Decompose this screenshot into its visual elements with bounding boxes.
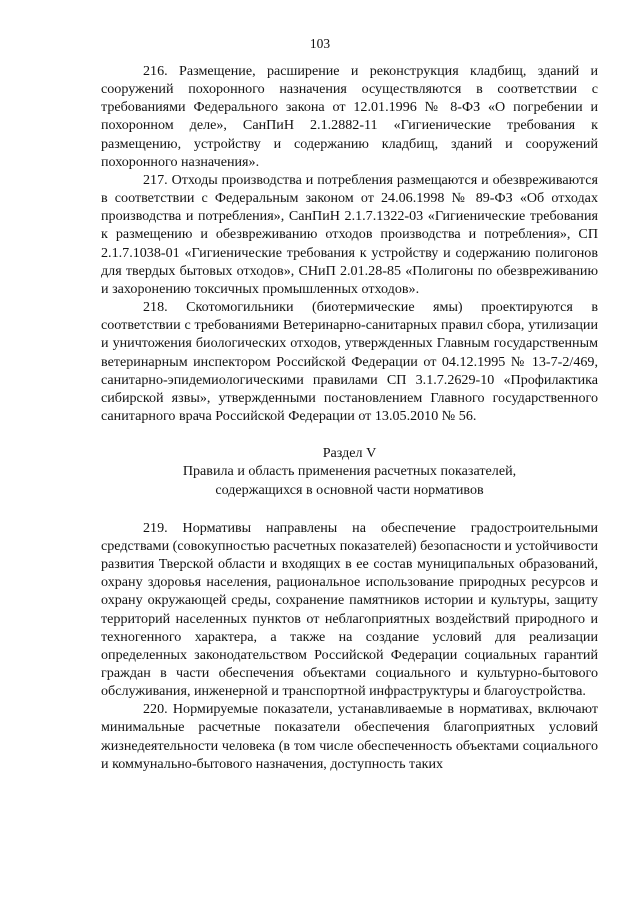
section-heading — [101, 444, 598, 499]
section-title-line-1: Правила и область применения расчетных показателей, — [182, 463, 517, 480]
section-title-line-2: содержащихся в основной части нормативов — [215, 481, 484, 498]
paragraph-218: 218. Скотомогильники (биотермические ямы) проектируются в соответствии с требованиями Ветеринарно-санитарных правил сбора, утилизации и уничтожения биологических отходов, утвержденных Главным государственным ветеринарным инспектором Российской Федерации от 04.12.1995 № 13-7-2/469, санитарно-эпидемиологическими правилами СП 3.1.7.2629-10 «Профилактика сибирской язвы», утвержденными постановлением Главного государственного санитарного врача Российской Федерации от 13.05.2010 № 56. — [101, 299, 598, 424]
paragraph-217: 217. Отходы производства и потребления размещаются и обезвреживаются в соответствии с Федеральным законом от 24.06.1998 № 89-ФЗ «Об отходах производства и потребления», СанПиН 2.1.7.1322-03 «Гигиенические требования к размещению и обезвреживанию отходов производства и потребления», СП 2.1.7.1038-01 «Гигиенические требования к устройству и содержанию полигонов для твердых бытовых отходов», СНиП 2.01.28-85 «Полигоны по обезвреживанию и захоронению токсичных промышленных отходов». — [101, 171, 598, 297]
page-number: 103 — [309, 36, 331, 51]
section-label: Раздел V — [322, 445, 377, 462]
paragraph-216: 216. Размещение, расширение и реконструкция кладбищ, зданий и сооружений похоронного назначения осуществляются в соответствии с требованиями Федерального закона от 12.01.1996 № 8-ФЗ «О погребении и похоронном деле», СанПиН 2.1.2882-11 «Гигиенические требования к размещению, устройству и содержанию кладбищ, зданий и сооружений похоронного назначения». — [101, 63, 598, 170]
document-body — [101, 62, 598, 773]
paragraph-220: 220. Нормируемые показатели, устанавливаемые в нормативах, включают минимальные расчетные показатели обеспечения благоприятных условий жизнедеятельности человека (в том числе обеспеченность объектами социального и коммунально-бытового назначения, доступность таких — [101, 701, 598, 772]
paragraph-219: 219. Нормативы направлены на обеспечение градостроительными средствами (совокупностью расчетных показателей) безопасности и устойчивости развития Тверской области и входящих в ее состав муниципальных образований, охрану здоровья населения, рациональное использование природных ресурсов и охрану окружающей среды, сохранение памятников истории и культуры, защиту территорий населенных пунктов от неблагоприятных воздействий природного и техногенного характера, а также на создание условий для реализации определенных законодательством Российской Федерации социальных гарантий граждан в части обеспечения объектами социального и культурно-бытового обслуживания, инженерной и транспортной инфраструктуры и благоустройства. — [101, 519, 598, 700]
